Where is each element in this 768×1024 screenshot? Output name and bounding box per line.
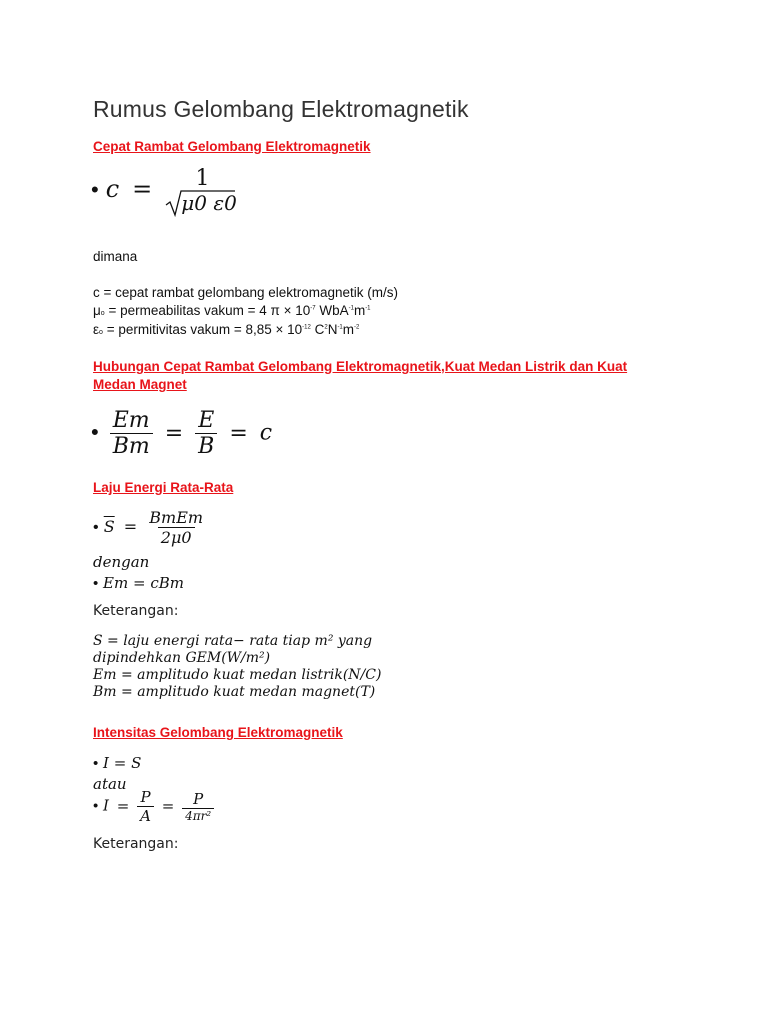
keterangan-item: dipindehkan GEM(W/m²): [93, 650, 271, 666]
keterangan-item: Bm = amplitudo kuat medan magnet(T): [93, 684, 376, 700]
formula-intensity-power: • I = $\frac{P}{A}$ = $\frac{P}{\text{4πr²}}$: [93, 788, 214, 825]
formula-speed-of-light: [91, 166, 240, 216]
bullet: •: [91, 177, 99, 202]
formula-denominator: μ0 ε0: [181, 191, 237, 215]
formula-intensity: • I = S: [93, 754, 142, 772]
keterangan-item: Em = amplitudo kuat medan listrik(N/C): [93, 667, 382, 683]
formula-em-cbm: • Em = cBm: [93, 574, 184, 592]
keterangan-list-1: [93, 633, 381, 701]
keterangan-item: S = laju energi rata− rata tiap m² yang: [93, 633, 373, 649]
section-heading-laju-energi[interactable]: Laju Energi Rata-Rata: [93, 480, 234, 495]
formula-lhs: c: [105, 175, 120, 203]
section-heading-cepat-rambat[interactable]: Cepat Rambat Gelombang Elektromagnetik: [93, 139, 371, 154]
sqrt-icon: [165, 189, 235, 217]
formula-poynting-avg: • $\overline{S}$ = $\frac{\text{BmEm}}{2\mu 0}$: [93, 508, 204, 547]
page-title: Rumus Gelombang Elektromagnetik: [93, 96, 469, 122]
formula-field-ratio: • $\frac{Em}{Bm}$ = $\frac{E}{B}$ = c: [91, 408, 273, 459]
section-heading-hubungan-line2[interactable]: Medan Magnet: [93, 377, 187, 392]
formula-numerator: 1: [195, 166, 210, 191]
def-mu: μo = permeabilitas vakum = 4 $\pi \times 10^{-7}$ $WbA^{-1}m^{-1}$: [93, 303, 371, 318]
formula-eq: =: [132, 175, 153, 203]
section-heading-hubungan[interactable]: Hubungan Cepat Rambat Gelombang Elektromagnetik,Kuat Medan Listrik dan Kuat: [93, 359, 628, 374]
dengan-label: dengan: [93, 553, 150, 571]
section-heading-intensitas[interactable]: Intensitas Gelombang Elektromagnetik: [93, 725, 343, 740]
keterangan-label-1: Keterangan:: [93, 603, 179, 619]
atau-label: atau: [93, 775, 127, 793]
dimana-label: dimana: [93, 249, 138, 264]
def-epsilon: εo = permitivitas vakum = $8,85 \times 10^{-12}$ $C^2N^{-1}m^{-2}$: [93, 322, 360, 337]
def-c: c = cepat rambat gelombang elektromagnetik (m/s): [93, 285, 399, 300]
keterangan-label-2: Keterangan:: [93, 836, 179, 852]
